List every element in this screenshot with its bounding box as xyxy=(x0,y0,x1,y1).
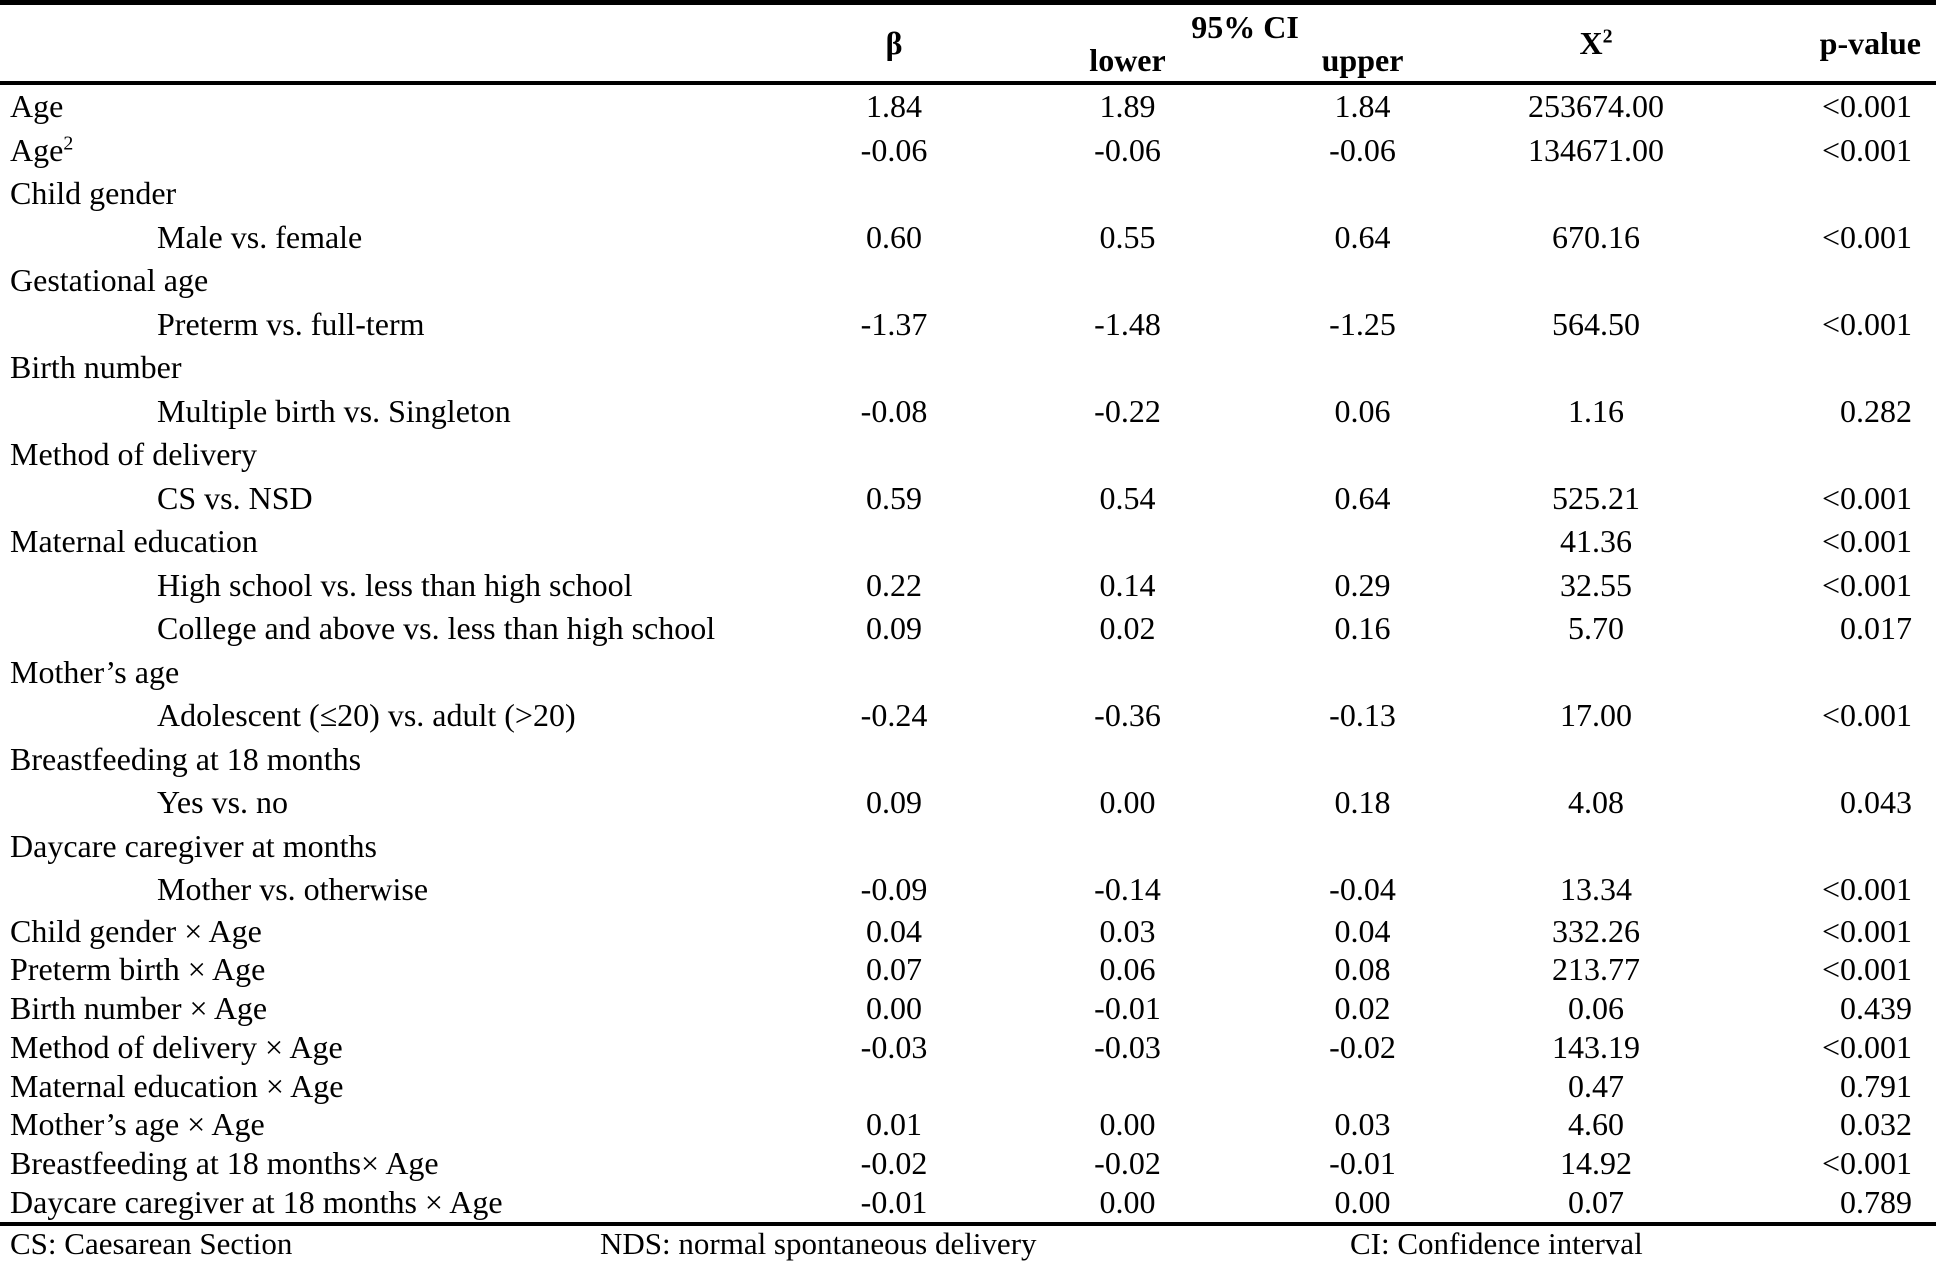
cell-p-value: 0.439 xyxy=(1840,990,1912,1027)
cell-ci-lower xyxy=(1010,738,1245,782)
cell-ci-upper xyxy=(1245,259,1480,303)
cell-p-value: <0.001 xyxy=(1821,305,1912,342)
cell-chi-square xyxy=(1480,259,1712,303)
table-row xyxy=(0,477,1936,521)
row-label: Mother’s age xyxy=(10,653,180,690)
cell-p-value: 0.032 xyxy=(1840,1106,1912,1143)
cell-ci-upper xyxy=(1245,825,1480,869)
footnote-nds: NDS: normal spontaneous delivery xyxy=(600,1225,1037,1261)
row-label: Method of delivery × Age xyxy=(10,1028,343,1065)
cell-chi-square: 564.50 xyxy=(1552,305,1640,342)
cell-ci-lower: -1.48 xyxy=(1094,305,1161,342)
cell-chi-square: 253674.00 xyxy=(1528,88,1664,124)
cell-chi-square: 17.00 xyxy=(1560,697,1632,733)
cell-ci-lower: 0.00 xyxy=(1099,784,1156,820)
cell-beta xyxy=(778,520,1010,564)
cell-p-value: <0.001 xyxy=(1821,218,1912,255)
cell-ci-lower xyxy=(1010,172,1245,216)
cell-p-value: <0.001 xyxy=(1821,871,1912,907)
cell-ci-upper xyxy=(1245,520,1480,564)
row-label: Maternal education xyxy=(10,523,258,559)
cell-ci-lower xyxy=(1010,259,1245,303)
cell-ci-upper: 0.64 xyxy=(1334,479,1391,516)
cell-p-value: <0.001 xyxy=(1821,912,1912,949)
cell-beta: 0.04 xyxy=(866,912,922,949)
column-header-beta: β xyxy=(885,25,903,61)
table-row xyxy=(0,216,1936,260)
cell-p-value: 0.043 xyxy=(1840,784,1912,820)
cell-beta xyxy=(778,1067,1010,1106)
cell-ci-lower: 0.55 xyxy=(1099,218,1156,255)
cell-beta: -0.06 xyxy=(860,131,928,168)
cell-beta: 0.22 xyxy=(866,566,922,603)
row-label: Mother’s age × Age xyxy=(10,1106,265,1143)
cell-beta: 1.84 xyxy=(866,88,922,124)
footnote-cs: CS: Caesarean Section xyxy=(10,1225,293,1261)
cell-ci-lower: -0.36 xyxy=(1094,697,1161,733)
cell-ci-lower: 0.03 xyxy=(1099,912,1156,949)
cell-ci-lower xyxy=(1010,433,1245,477)
cell-beta: -0.08 xyxy=(860,392,928,429)
cell-chi-square: 4.08 xyxy=(1568,784,1624,820)
cell-p-value xyxy=(1712,825,1936,869)
cell-chi-square: 41.36 xyxy=(1560,523,1632,559)
row-label: Child gender xyxy=(10,175,177,211)
cell-p-value xyxy=(1712,433,1936,477)
cell-beta: -0.01 xyxy=(860,1184,928,1221)
cell-ci-lower xyxy=(1010,346,1245,390)
cell-ci-upper: 0.00 xyxy=(1334,1184,1391,1221)
cell-ci-upper: -0.06 xyxy=(1329,131,1396,168)
cell-chi-square: 332.26 xyxy=(1552,912,1640,949)
table-row xyxy=(0,1144,1936,1183)
cell-ci-upper xyxy=(1245,346,1480,390)
cell-p-value: <0.001 xyxy=(1821,131,1912,168)
cell-ci-lower xyxy=(1010,651,1245,695)
cell-ci-upper xyxy=(1245,651,1480,695)
cell-ci-upper: 0.18 xyxy=(1334,784,1391,820)
cell-chi-square xyxy=(1480,738,1712,782)
cell-p-value xyxy=(1712,651,1936,695)
table-row xyxy=(0,129,1936,173)
cell-ci-lower xyxy=(1010,1067,1245,1106)
row-label: Birth number × Age xyxy=(10,990,268,1027)
cell-ci-lower: -0.14 xyxy=(1094,871,1161,907)
cell-beta xyxy=(778,433,1010,477)
table-row xyxy=(0,346,1936,390)
cell-ci-lower: 0.54 xyxy=(1099,479,1156,516)
table-row xyxy=(0,989,1936,1028)
table-row xyxy=(0,85,1936,129)
cell-beta: -0.02 xyxy=(860,1145,928,1182)
row-label: Yes vs. no xyxy=(157,784,289,820)
cell-beta xyxy=(778,346,1010,390)
column-header-ci-upper: upper xyxy=(1321,42,1404,78)
cell-beta: 0.09 xyxy=(866,610,922,646)
cell-p-value: <0.001 xyxy=(1821,479,1912,516)
cell-chi-square: 5.70 xyxy=(1568,610,1624,646)
cell-p-value xyxy=(1712,172,1936,216)
column-header-ci-lower: lower xyxy=(1089,42,1166,78)
row-label: College and above vs. less than high school xyxy=(157,610,716,646)
cell-beta xyxy=(778,259,1010,303)
cell-chi-square: 13.34 xyxy=(1560,871,1632,907)
cell-p-value xyxy=(1712,738,1936,782)
cell-beta: -1.37 xyxy=(860,305,928,342)
row-label: High school vs. less than high school xyxy=(157,566,633,603)
row-label: Age$^2$ xyxy=(10,131,74,168)
cell-ci-upper: 0.02 xyxy=(1334,990,1391,1027)
cell-chi-square: 0.07 xyxy=(1568,1184,1624,1221)
cell-p-value: <0.001 xyxy=(1821,1145,1912,1182)
cell-ci-upper: 1.84 xyxy=(1334,88,1391,124)
cell-beta: 0.60 xyxy=(866,218,922,255)
cell-ci-upper: 0.04 xyxy=(1334,912,1391,949)
cell-ci-upper xyxy=(1245,738,1480,782)
table-row xyxy=(0,694,1936,738)
cell-chi-square: 134671.00 xyxy=(1528,131,1664,168)
cell-chi-square: 0.47 xyxy=(1568,1067,1624,1104)
cell-ci-upper: -0.01 xyxy=(1329,1145,1396,1182)
cell-beta: 0.00 xyxy=(866,990,922,1027)
column-header-p-value: p-value xyxy=(1819,25,1921,61)
row-label: Adolescent (≤20) vs. adult (>20) xyxy=(157,697,576,733)
cell-chi-square: 14.92 xyxy=(1560,1145,1632,1182)
table-row xyxy=(0,825,1936,869)
row-label: Mother vs. otherwise xyxy=(157,871,429,907)
cell-ci-lower: -0.02 xyxy=(1094,1145,1161,1182)
cell-chi-square: 525.21 xyxy=(1552,479,1640,516)
cell-beta: -0.03 xyxy=(860,1028,928,1065)
row-label: Multiple birth vs. Singleton xyxy=(157,392,511,429)
row-label: Birth number xyxy=(10,349,182,385)
cell-p-value: 0.791 xyxy=(1840,1067,1912,1104)
cell-ci-lower: 0.00 xyxy=(1099,1106,1156,1143)
table-row xyxy=(0,950,1936,989)
cell-ci-upper xyxy=(1245,1067,1480,1106)
table-header-row xyxy=(0,0,1936,85)
cell-ci-upper: -1.25 xyxy=(1329,305,1396,342)
table-row xyxy=(0,1067,1936,1106)
cell-beta: -0.24 xyxy=(860,697,928,733)
cell-beta xyxy=(778,651,1010,695)
cell-ci-upper: 0.16 xyxy=(1334,610,1391,646)
table-row xyxy=(0,1028,1936,1067)
cell-beta: -0.09 xyxy=(860,871,928,907)
row-label: Daycare caregiver at months xyxy=(10,827,377,864)
cell-beta xyxy=(778,738,1010,782)
cell-p-value: 0.017 xyxy=(1840,610,1912,646)
table-row xyxy=(0,1105,1936,1144)
cell-p-value xyxy=(1712,346,1936,390)
table-row xyxy=(0,868,1936,912)
column-header-95ci: 95% CI xyxy=(1191,9,1299,45)
cell-ci-lower: 0.00 xyxy=(1099,1184,1156,1221)
cell-ci-lower: 1.89 xyxy=(1099,88,1156,124)
cell-chi-square: 670.16 xyxy=(1552,218,1640,255)
row-label: Daycare caregiver at 18 months × Age xyxy=(10,1184,503,1221)
cell-ci-lower: -0.03 xyxy=(1094,1028,1161,1065)
cell-chi-square: 4.60 xyxy=(1568,1106,1624,1143)
table-row xyxy=(0,651,1936,695)
row-label: Breastfeeding at 18 months xyxy=(10,740,362,777)
cell-beta xyxy=(778,172,1010,216)
cell-ci-lower xyxy=(1010,520,1245,564)
cell-ci-upper: 0.29 xyxy=(1334,566,1391,603)
table-row xyxy=(0,564,1936,608)
cell-ci-lower: 0.06 xyxy=(1099,951,1156,988)
cell-p-value: 0.282 xyxy=(1840,392,1912,429)
cell-p-value: <0.001 xyxy=(1821,88,1912,124)
table-row xyxy=(0,433,1936,477)
table-row xyxy=(0,259,1936,303)
table-row xyxy=(0,1183,1936,1222)
cell-ci-upper xyxy=(1245,172,1480,216)
table-row xyxy=(0,781,1936,825)
cell-ci-lower: -0.01 xyxy=(1094,990,1161,1027)
table-row xyxy=(0,303,1936,347)
cell-chi-square: 0.06 xyxy=(1568,990,1624,1027)
row-label: Breastfeeding at 18 months× Age xyxy=(10,1145,439,1182)
cell-chi-square xyxy=(1480,433,1712,477)
cell-ci-upper xyxy=(1245,433,1480,477)
cell-p-value: <0.001 xyxy=(1821,523,1912,559)
cell-ci-lower xyxy=(1010,825,1245,869)
row-label: Male vs. female xyxy=(157,218,363,255)
cell-ci-lower: -0.06 xyxy=(1094,131,1161,168)
row-label: Preterm birth × Age xyxy=(10,951,266,988)
row-label: Preterm vs. full-term xyxy=(157,305,425,342)
cell-ci-upper: 0.06 xyxy=(1334,392,1391,429)
cell-chi-square: 32.55 xyxy=(1560,566,1632,603)
cell-beta: 0.01 xyxy=(866,1106,922,1143)
cell-p-value: 0.789 xyxy=(1840,1184,1912,1221)
cell-chi-square xyxy=(1480,346,1712,390)
cell-ci-lower: -0.22 xyxy=(1094,392,1161,429)
cell-chi-square xyxy=(1480,651,1712,695)
cell-ci-upper: -0.02 xyxy=(1329,1028,1396,1065)
cell-p-value xyxy=(1712,259,1936,303)
cell-beta: 0.09 xyxy=(866,784,922,820)
cell-ci-upper: -0.13 xyxy=(1329,697,1396,733)
cell-chi-square xyxy=(1480,172,1712,216)
cell-beta: 0.07 xyxy=(866,951,922,988)
table-row xyxy=(0,738,1936,782)
table-footnotes xyxy=(0,1226,1936,1262)
row-label: Method of delivery xyxy=(10,436,258,472)
row-label: Child gender × Age xyxy=(10,912,262,949)
row-label: CS vs. NSD xyxy=(157,479,313,516)
cell-ci-lower: 0.02 xyxy=(1099,610,1156,646)
row-label: Age xyxy=(10,88,64,124)
table-row xyxy=(0,520,1936,564)
cell-ci-upper: 0.64 xyxy=(1334,218,1391,255)
cell-ci-upper: 0.08 xyxy=(1334,951,1391,988)
cell-chi-square: 143.19 xyxy=(1552,1028,1640,1065)
cell-ci-upper: 0.03 xyxy=(1334,1106,1391,1143)
row-label: Gestational age xyxy=(10,262,209,298)
cell-p-value: <0.001 xyxy=(1821,566,1912,603)
cell-beta xyxy=(778,825,1010,869)
footnote-ci: CI: Confidence interval xyxy=(1350,1225,1643,1261)
column-header-chi-square: $X^2$ xyxy=(1579,25,1613,61)
cell-p-value: <0.001 xyxy=(1821,697,1912,733)
cell-beta: 0.59 xyxy=(866,479,922,516)
cell-p-value: <0.001 xyxy=(1821,951,1912,988)
cell-ci-upper: -0.04 xyxy=(1329,871,1396,907)
table-row xyxy=(0,912,1936,951)
table-row xyxy=(0,607,1936,651)
table-row xyxy=(0,172,1936,216)
table-row xyxy=(0,390,1936,434)
cell-ci-lower: 0.14 xyxy=(1099,566,1156,603)
row-label: Maternal education × Age xyxy=(10,1067,344,1104)
cell-p-value: <0.001 xyxy=(1821,1028,1912,1065)
cell-chi-square: 213.77 xyxy=(1552,951,1640,988)
cell-chi-square: 1.16 xyxy=(1568,392,1624,429)
cell-chi-square xyxy=(1480,825,1712,869)
